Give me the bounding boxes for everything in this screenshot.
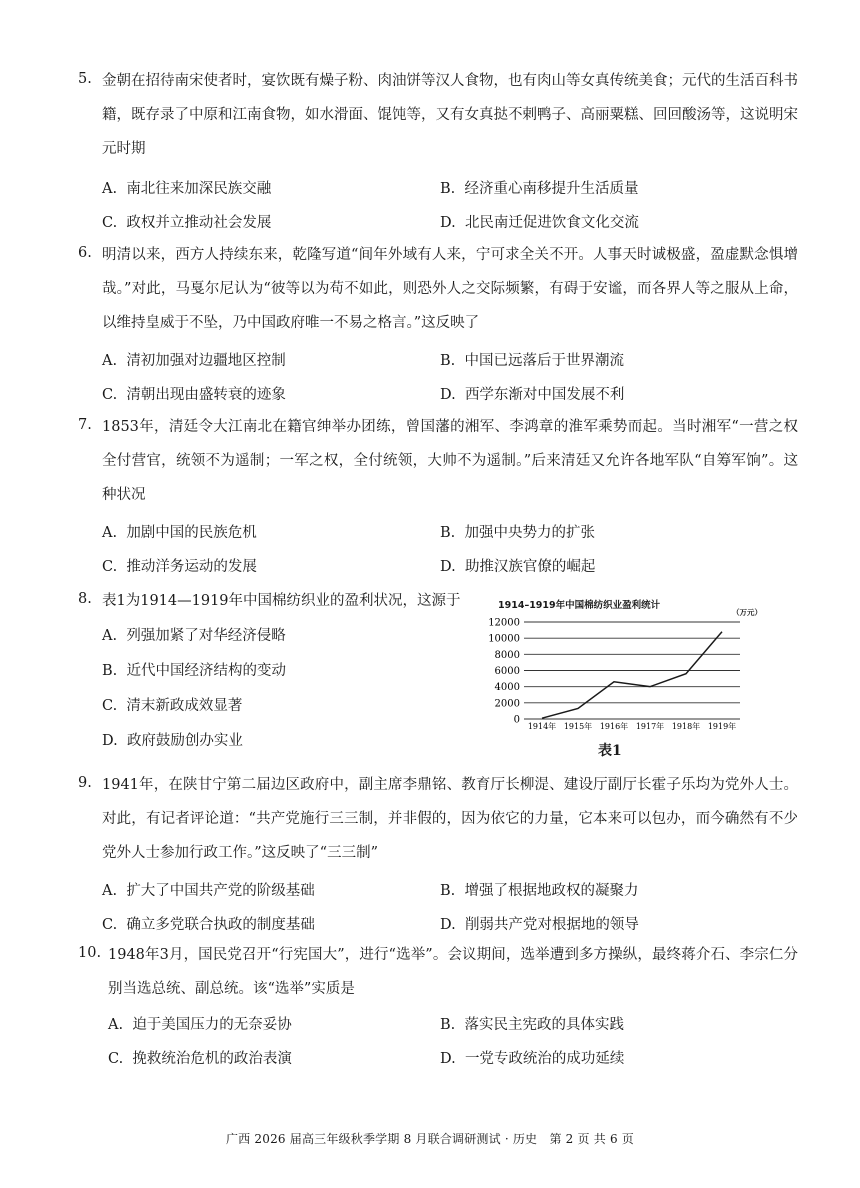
x-tick-label: 1917年	[635, 722, 665, 731]
options-9	[102, 872, 802, 940]
chart-svg	[478, 594, 778, 739]
option-b[interactable]: B. 加强中央势力的扩张	[440, 525, 595, 541]
question-stem: 1853年，清廷令大江南北在籍官绅举办团练，曾国藩的湘军、李鸿章的淮军乘势而起。当时湘军“一营之权全付营官，统领不为遥制；一军之权，全付统领，大帅不为遥制。”后来清廷又允许各地军队“自筹军饷”。这种状况	[102, 419, 798, 503]
options-6	[102, 342, 802, 410]
x-tick-label: 1918年	[671, 722, 701, 731]
option-b[interactable]: B. 中国已远落后于世界潮流	[440, 353, 624, 369]
option-d[interactable]: D. 北民南迁促进饮食文化交流	[440, 215, 639, 231]
option-a[interactable]: A. 清初加强对边疆地区控制	[102, 353, 286, 369]
series-line	[542, 632, 722, 718]
chart-title: 1914–1919年中国棉纺织业盈利统计	[498, 600, 661, 611]
chart-unit: （万元）	[732, 608, 762, 617]
question-10	[78, 938, 798, 1006]
profit-chart	[478, 594, 778, 764]
options-8	[102, 626, 286, 766]
x-tick-label: 1915年	[563, 722, 593, 731]
option-b[interactable]: B. 落实民主宪政的具体实践	[440, 1017, 624, 1033]
option-d[interactable]: D. 削弱共产党对根据地的领导	[440, 917, 639, 933]
option-d[interactable]: D. 西学东渐对中国发展不利	[440, 387, 625, 403]
option-c[interactable]: C. 政权并立推动社会发展	[102, 215, 272, 231]
options-5	[102, 170, 802, 238]
option-a[interactable]: A. 列强加紧了对华经济侵略	[102, 628, 286, 644]
question-number: 8.	[78, 591, 92, 607]
y-tick-label: 0	[513, 714, 520, 726]
question-stem: 1941年，在陕甘宁第二届边区政府中，副主席李鼎铭、教育厅长柳湜、建设厅副厅长霍子乐均为党外人士。对此，有记者评论道：“共产党施行三三制，并非假的，因为依它的力量，它本来可以包办，而今确然有不少党外人士参加行政工作。”这反映了“三三制”	[102, 777, 798, 861]
question-9	[78, 768, 798, 870]
question-6	[78, 238, 798, 340]
y-tick-label: 4000	[494, 682, 520, 694]
option-b[interactable]: B. 增强了根据地政权的凝聚力	[440, 883, 639, 899]
options-7	[102, 514, 802, 582]
y-tick-label: 10000	[488, 633, 520, 645]
y-tick-label: 6000	[494, 666, 520, 677]
y-tick-label: 8000	[494, 649, 520, 661]
y-tick-label: 2000	[494, 698, 520, 710]
question-8	[78, 584, 460, 618]
option-c[interactable]: C. 挽救统治危机的政治表演	[108, 1051, 292, 1067]
y-tick-label: 12000	[488, 617, 520, 629]
option-b[interactable]: B. 经济重心南移提升生活质量	[440, 181, 639, 197]
option-c[interactable]: C. 确立多党联合执政的制度基础	[102, 917, 315, 933]
question-number: 5.	[78, 71, 92, 87]
option-d[interactable]: D. 政府鼓励创办实业	[102, 733, 243, 749]
option-a[interactable]: A. 迫于美国压力的无奈妥协	[108, 1017, 292, 1033]
question-stem: 表1为1914—1919年中国棉纺织业的盈利状况，这源于	[102, 593, 461, 609]
option-a[interactable]: A. 扩大了中国共产党的阶级基础	[102, 883, 315, 899]
question-number: 9.	[78, 775, 92, 791]
option-a[interactable]: A. 南北往来加深民族交融	[102, 181, 272, 197]
question-number: 10.	[78, 945, 102, 961]
question-number: 7.	[78, 417, 92, 433]
x-tick-label: 1919年	[707, 722, 737, 731]
question-stem: 金朝在招待南宋使者时，宴饮既有燥子粉、肉油饼等汉人食物，也有肉山等女真传统美食；元代的生活百科书籍，既存录了中原和江南食物，如水滑面、馄饨等，又有女真挞不剌鸭子、高丽粟糕、回回酸汤等，这说明宋元时期	[102, 73, 798, 157]
option-c[interactable]: C. 清朝出现由盛转衰的迹象	[102, 387, 286, 403]
page-footer: 广西 2026 届高三年级秋季学期 8 月联合调研测试 · 历史 第 2 页 共 6 页	[225, 1132, 635, 1146]
question-7	[78, 410, 798, 512]
question-number: 6.	[78, 245, 92, 261]
x-tick-label: 1914年	[527, 722, 557, 731]
option-b[interactable]: B. 近代中国经济结构的变动	[102, 663, 286, 679]
option-a[interactable]: A. 加剧中国的民族危机	[102, 525, 257, 541]
question-stem: 1948年3月，国民党召开“行宪国大”，进行“选举”。会议期间，选举遭到多方操纵，最终蒋介石、李宗仁分别当选总统、副总统。该“选举”实质是	[108, 947, 798, 997]
question-stem: 明清以来，西方人持续东来，乾隆写道“间年外域有人来，宁可求全关不开。人事天时诚极盛，盈虚默念惧增哉。”对此，马戛尔尼认为“彼等以为苟不如此，则恐外人之交际频繁，有碍于安谧，而各界人等之服从上命，以维持皇威于不坠，乃中国政府唯一不易之格言。”这反映了	[102, 247, 798, 331]
option-d[interactable]: D. 一党专政统治的成功延续	[440, 1051, 625, 1067]
option-c[interactable]: C. 推动洋务运动的发展	[102, 559, 257, 575]
option-c[interactable]: C. 清末新政成效显著	[102, 698, 243, 714]
option-d[interactable]: D. 助推汉族官僚的崛起	[440, 559, 596, 575]
chart-caption: 表1	[598, 743, 622, 759]
question-5	[78, 64, 798, 166]
x-tick-label: 1916年	[599, 722, 629, 731]
options-10	[108, 1006, 808, 1074]
